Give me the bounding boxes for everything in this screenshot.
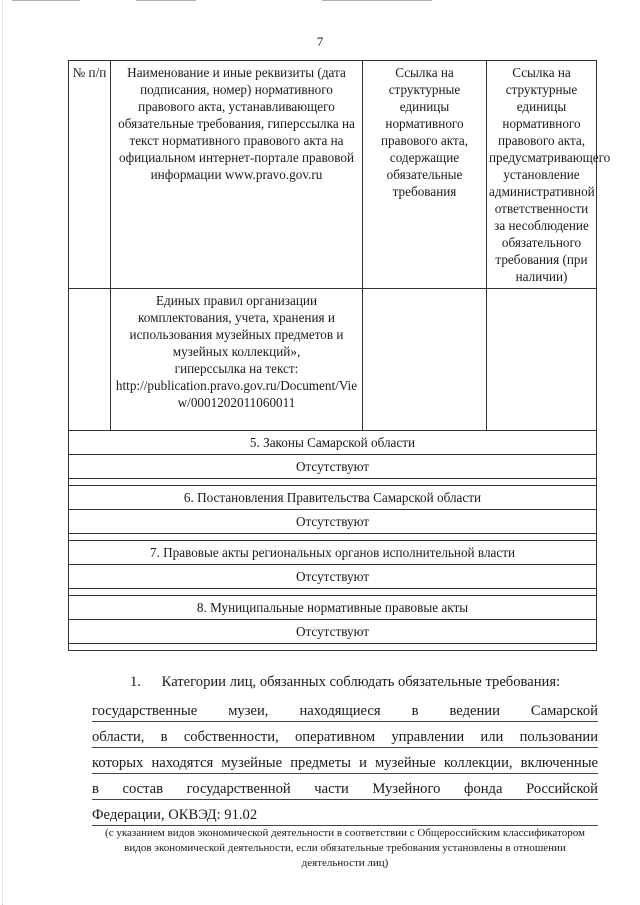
section-content-row (69, 455, 597, 479)
requirements-table (68, 60, 611, 651)
section-title: 6. Постановления Правительства Самарской области (69, 486, 597, 510)
section-title: 7. Правовые акты региональных органов исполнительной власти (69, 541, 597, 565)
link-label: гиперссылка на текст: (174, 361, 299, 376)
answer-line: области, в собственности, оперативном управлении или пользовании (92, 728, 598, 748)
section-content-row (69, 510, 597, 534)
section-content-row (69, 565, 597, 589)
section-content: Отсутствуют (69, 620, 597, 644)
section-title: 8. Муниципальные нормативные правовые акты (69, 596, 597, 620)
section-content: Отсутствуют (69, 565, 597, 589)
section-title-row (69, 431, 597, 455)
page-number: 7 (316, 34, 324, 49)
row-name-cell (111, 289, 363, 431)
section-spacer-row (69, 589, 597, 596)
section-spacer-row (69, 479, 597, 486)
top-rule-left (12, 0, 80, 1)
row-ref-cell (363, 289, 487, 431)
act-name-text: Единых правил организации комплектования, учета, хранения и использования музейных предметов и музейных коллекций», (129, 293, 344, 359)
item-number: 1. (130, 674, 141, 690)
scan-edge-marks (2, 0, 7, 905)
answer-line: которых находятся музейные предметы и музейные коллекции, включенные (92, 754, 598, 774)
item-title: Категории лиц, обязанных соблюдать обязательные требования: (161, 674, 561, 690)
header-name: Наименование и иные реквизиты (дата подписания, номер) нормативного правового акта, устанавливающего обязательные требования, гиперссылка на текст нормативного правового акта на официальном интернет-портале правовой информации www.pravo.gov.ru (111, 61, 363, 289)
section-title-row (69, 486, 597, 510)
answer-line: Федерации, ОКВЭД: 91.02 (92, 806, 598, 826)
section-content: Отсутствуют (69, 455, 597, 479)
answer-line: государственные музеи, находящиеся в ведении Самарской (92, 702, 598, 722)
header-admin: Ссылка на структурные единицы нормативного правового акта, предусматривающего установление административной ответственности за несоблюдение обязательного требования (при наличии) (487, 61, 597, 289)
header-ref: Ссылка на структурные единицы нормативного правового акта, содержащие обязательные требования (363, 61, 487, 289)
table-row (69, 289, 597, 431)
answer-line: в состав государственной части Музейного фонда Российской (92, 780, 598, 800)
section-content-row (69, 620, 597, 644)
header-num: № п/п (69, 61, 111, 289)
act-hyperlink[interactable]: http://publication.pravo.gov.ru/Document/View/0001202011060011 (115, 378, 358, 410)
table-header-row (69, 61, 597, 289)
section-title-row (69, 596, 597, 620)
section-title-row (69, 541, 597, 565)
section-spacer-row (69, 534, 597, 541)
row-num-cell (69, 289, 111, 431)
item-heading (130, 674, 560, 691)
section-content: Отсутствуют (69, 510, 597, 534)
section-title: 5. Законы Самарской области (69, 431, 597, 455)
section-spacer-row (69, 644, 597, 651)
top-rule-middle (136, 0, 196, 1)
row-admin-cell (487, 289, 597, 431)
top-rule-right (322, 0, 432, 1)
footnote: (с указанием видов экономической деятельности в соответствии с Общероссийским классификатором видов экономической деятельности, если обязательные требования установлены в отношении деятельности лиц) (105, 827, 585, 869)
